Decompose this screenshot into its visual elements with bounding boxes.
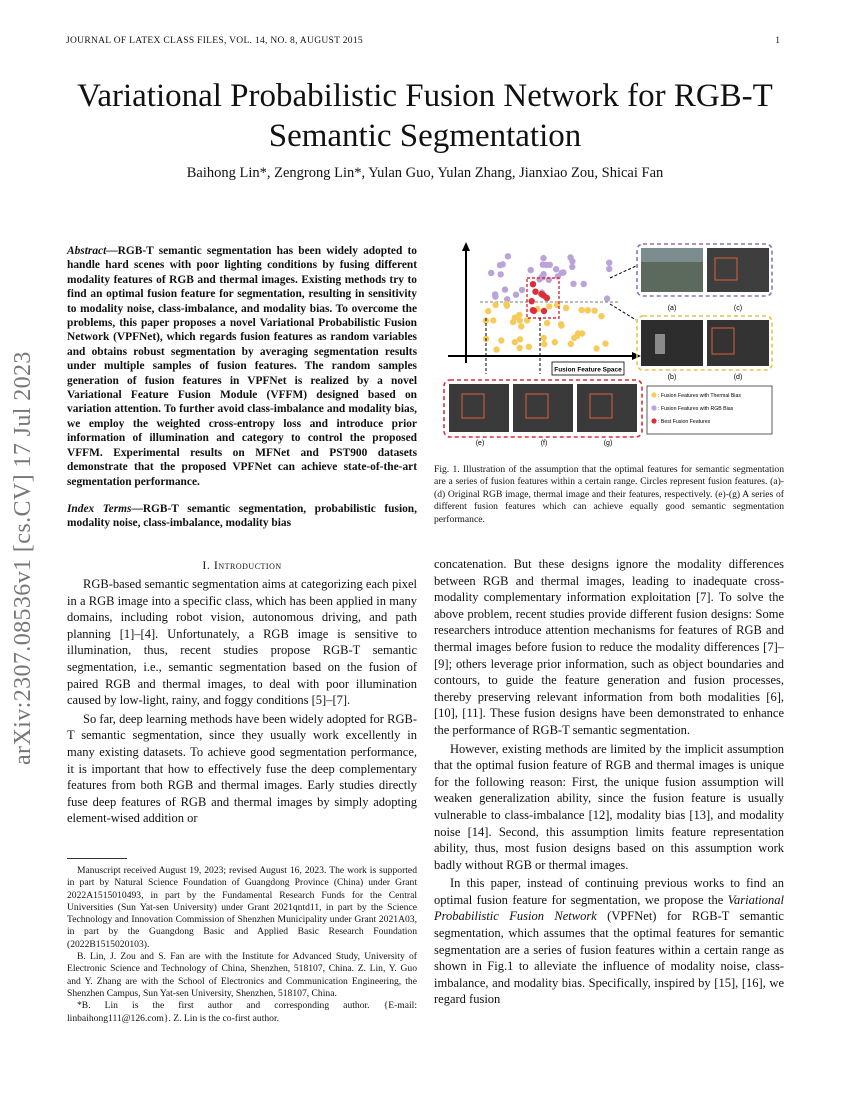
rgb-bias-feature-dot bbox=[502, 286, 508, 292]
rgb-bias-feature-dot bbox=[500, 261, 506, 267]
index-terms bbox=[67, 502, 417, 531]
fusion-feature-g bbox=[577, 384, 637, 432]
footnote-rule bbox=[67, 858, 127, 859]
footnote: Manuscript received August 19, 2023; revised August 16, 2023. The work is supported in part by Natural Science Foundation of Guangdong Province (China) under Grant 2022A1515010493, in part by the Fundamental Research Funds for the Central Universities (Sun Yat-sen University) under Grant 2021qntd11, in part by the Science Technology and Innovation Commission of Shenzhen Municipality under Grant 2021A03, in part by the Guangdong Basic and Applied Basic Research Foundation (2022B1515020103). bbox=[67, 865, 417, 950]
thermal-bias-feature-dot bbox=[602, 340, 608, 346]
paragraph: So far, deep learning methods have been widely adopted for RGB-T semantic segmentation, since they usually work excellently in many existing datasets. To achieve good segmentation performance, it is important that how to effectively fuse the deep complementary features from both RGB and thermal images. Early studies directly fuse deep features of RGB and thermal images by simply adopting element-wised addition or bbox=[67, 711, 417, 826]
axis-label: Fusion Feature Space bbox=[554, 366, 622, 374]
thermal-feature-d bbox=[707, 320, 769, 366]
arrow bbox=[610, 304, 636, 320]
thermal-bias-feature-dot bbox=[563, 305, 569, 311]
thermal-bias-feature-dot bbox=[541, 341, 547, 347]
rgb-bias-feature-dot bbox=[513, 292, 519, 298]
abstract bbox=[67, 244, 417, 489]
rgb-feature-c bbox=[707, 248, 769, 292]
section-number: I. bbox=[202, 558, 211, 572]
thermal-bias-feature-dot bbox=[591, 308, 597, 314]
emphasis: Variational Probabilistic Fusion Network bbox=[434, 892, 784, 924]
thermal-bias-feature-dot bbox=[546, 303, 552, 309]
rgb-bias-feature-dot bbox=[488, 270, 494, 276]
thermal-bias-feature-dot bbox=[544, 320, 550, 326]
title-line-2: Semantic Segmentation bbox=[268, 118, 582, 154]
rgb-bias-feature-dot bbox=[543, 262, 549, 268]
thermal-bias-feature-dot bbox=[575, 330, 581, 336]
abstract-label: Abstract bbox=[67, 245, 107, 257]
legend-label: : Fusion Features with Thermal Bias bbox=[658, 393, 741, 399]
rgb-bias-feature-dot bbox=[553, 266, 559, 272]
rgb-bias-feature-dot bbox=[540, 255, 546, 261]
rgb-bias-feature-dot bbox=[519, 287, 525, 293]
rgb-bias-feature-dot bbox=[606, 260, 612, 266]
paragraph: However, existing methods are limited by the implicit assumption that the optimal fusion feature of RGB and thermal images is unique for the following reason: First, the unique fusion assumption will weaken generalization ability, since the fusion feature is usually vulnerable to class-imbalance [12], modality bias [13], and modality noise [14]. Second, this assumption limits feature representation ability, thus, most fusion designs based on this assumption work badly without RGB or thermal images. bbox=[434, 741, 784, 872]
best-fusion-feature-dot bbox=[532, 289, 538, 295]
index-terms-label: Index Terms bbox=[67, 503, 132, 515]
arrow bbox=[610, 266, 636, 278]
subfig-label: (g) bbox=[603, 440, 613, 447]
rgb-bias-feature-dot bbox=[581, 281, 587, 287]
paragraph: concatenation. But these designs ignore the modality differences between RGB and thermal images, leading to inadequate cross-modality complementary information exploitation [7]. To solve the above problem, recent studies provide different fusion designs: Some researchers introduce attention mechanisms for features of RGB and thermal images before fusion to reduce the modality differences [7]–[9]; others leverage prior information, such as object boundaries and contours, to guide the feature generation and fusion processes, thereby preserving relevant information from both modalities [6], [10], [11]. These fusion designs have been demonstrated to enhance the performance of RGB-T semantic segmentation. bbox=[434, 557, 784, 737]
arxiv-stamp: arXiv:2307.08536v1 [cs.CV] 17 Jul 2023 bbox=[10, 351, 36, 765]
thermal-bias-feature-dot bbox=[517, 317, 523, 323]
thermal-image-b bbox=[641, 320, 703, 366]
thermal-bias-feature-dot bbox=[578, 307, 584, 313]
page-number: 1 bbox=[775, 36, 780, 46]
best-fusion-feature-dot bbox=[530, 281, 536, 287]
author-list: Baihong Lin*, Zengrong Lin*, Yulan Guo, Yulan Zhang, Jianxiao Zou, Shicai Fan bbox=[186, 165, 664, 181]
paragraph: RGB-based semantic segmentation aims at categorizing each pixel in a RGB image into a specific class, which has been applied in many domains, including robot vision, autonomous driving, and path planning [1]–[4]. Unfortunately, a RGB image is sensitive to illumination, thus, recent studies propose RGB-T semantic segmentation, i.e., semantic segmentation based on the fusion of paired RGB and thermal images, to deal with poor illumination caused by low-light, rainy, and foggy conditions [5]–[7]. bbox=[67, 577, 417, 708]
index-terms-text: —RGB-T semantic segmentation, probabilistic fusion, modality noise, class-imbalance, modality bias bbox=[67, 503, 417, 530]
subfig-label: (a) bbox=[667, 305, 677, 312]
thermal-bias-feature-dot bbox=[526, 344, 532, 350]
figure-caption bbox=[434, 464, 784, 526]
thermal-bias-feature-dot bbox=[541, 335, 547, 341]
thermal-bias-feature-dot bbox=[558, 322, 564, 328]
best-fusion-feature-dot bbox=[531, 308, 537, 314]
rgb-bias-feature-dot bbox=[540, 271, 546, 277]
thermal-bias-feature-dot bbox=[503, 301, 509, 307]
section-title: Introduction bbox=[213, 558, 282, 572]
title-line-1: Variational Probabilistic Fusion Network for RGB-T bbox=[77, 78, 773, 114]
footnote: B. Lin, J. Zou and S. Fan are with the Institute for Advanced Study, University of Electronic Science and Technology of China, Shenzhen, 518107, China. Z. Lin, Y. Guo and Y. Zhang are with the School of Electronics and Communication Engineering, the Shenzhen Campus, Sun Yat-sen University, Shenzhen, 518107, China. bbox=[67, 951, 417, 999]
rgb-bias-feature-dot bbox=[606, 266, 612, 272]
rgb-bias-feature-dot bbox=[528, 267, 534, 273]
fusion-feature-f bbox=[513, 384, 573, 432]
thermal-bias-feature-dot bbox=[598, 313, 604, 319]
thermal-bias-feature-dot bbox=[552, 339, 558, 345]
thermal-bias-feature-dot bbox=[593, 345, 599, 351]
legend-swatch bbox=[651, 418, 656, 423]
caption-label: Fig. 1. bbox=[434, 464, 460, 475]
footnotes bbox=[67, 865, 417, 1025]
subfig-label: (e) bbox=[475, 440, 485, 447]
caption-text: Illustration of the assumption that the optimal features for semantic segmentation are a series of fusion features within a certain range. Circles represent fusion features. (a)-(d) Original RGB image, thermal image and their features, respectively. (e)-(g) A series of different fusion features which can achieve equally good semantic segmentation performance. bbox=[434, 464, 784, 525]
rgb-bias-feature-dot bbox=[505, 253, 511, 259]
rgb-bias-feature-dot bbox=[498, 271, 504, 277]
abstract-text: —RGB-T semantic segmentation has been widely adopted to handle hard scenes with poor lighting conditions by fusing different modality features of RGB and thermal images. Existing methods try to find an optimal fusion feature for segmentation, resulting in sensitivity to modality noise, class-imbalance, and modality bias. To overcome the problems, this paper proposes a novel Variational Probabilistic Fusion Network (VPFNet), which regards fusion features as random variables and obtains robust segmentation by averaging segmentation results under multiple samples of fusion features. The random samples generation of fusion features in VPFNet is realized by a novel Variational Feature Fusion Module (VFFM) designed based on variation attention. To further avoid class-imbalance and modality bias, we employ the weighted cross-entropy loss and introduce prior information of illumination and category to control the proposed VFFM. Experimental results on MFNet and PST900 datasets demonstrate that the proposed VPFNet can achieve state-of-the-art segmentation performance. bbox=[67, 245, 417, 488]
rgb-bias-feature-dot bbox=[570, 281, 576, 287]
running-header: JOURNAL OF LATEX CLASS FILES, VOL. 14, NO. 8, AUGUST 2015 bbox=[66, 36, 363, 46]
subfig-label: (f) bbox=[540, 440, 548, 447]
subfig-label: (c) bbox=[733, 305, 743, 312]
fusion-feature-dots bbox=[483, 253, 613, 353]
best-fusion-feature-dot bbox=[529, 298, 535, 304]
legend-swatch bbox=[651, 392, 656, 397]
left-column-body bbox=[67, 576, 417, 829]
thermal-bias-feature-dot bbox=[585, 307, 591, 313]
figure-1 bbox=[440, 238, 780, 460]
thermal-bias-feature-dot bbox=[493, 346, 499, 352]
thermal-bias-feature-dot bbox=[490, 317, 496, 323]
best-fusion-feature-dot bbox=[541, 308, 547, 314]
subfig-label: (b) bbox=[667, 374, 677, 381]
rgb-bias-feature-dot bbox=[569, 264, 575, 270]
legend-label: : Fusion Features with RGB Bias bbox=[658, 406, 734, 412]
legend-swatch bbox=[651, 405, 656, 410]
rgb-bias-feature-dot bbox=[569, 258, 575, 264]
section-heading bbox=[67, 558, 417, 573]
thermal-bias-feature-dot bbox=[568, 341, 574, 347]
right-column-body bbox=[434, 556, 784, 1010]
legend-label: : Best Fusion Features bbox=[658, 419, 711, 425]
thermal-bias-feature-dot bbox=[518, 323, 524, 329]
thermal-bias-feature-dot bbox=[485, 308, 491, 314]
paragraph: In this paper, instead of continuing previous works to find an optimal fusion feature for segmentation, we propose the Variational Probabilistic Fusion Network (VPFNet) for RGB-T semantic segmentation, which assumes that the optimal features for semantic segmentation are a series of fusion features within a certain range as shown in Fig.1 to alleviate the influence of modality noise, class-imbalance, and modality bias. Specifically, inspired by [15], [16], we regard fusion bbox=[434, 876, 784, 1007]
rgb-bias-feature-dot bbox=[560, 269, 566, 275]
thermal-bias-feature-dot bbox=[512, 339, 518, 345]
subfig-label: (d) bbox=[733, 374, 743, 381]
fusion-feature-e bbox=[449, 384, 509, 432]
thermal-bias-feature-dot bbox=[517, 345, 523, 351]
thermal-bias-feature-dot bbox=[498, 337, 504, 343]
paper-title bbox=[40, 76, 810, 156]
thermal-bias-feature-dot bbox=[492, 302, 498, 308]
best-fusion-feature-dot bbox=[544, 295, 550, 301]
footnote: *B. Lin is the first author and corresponding author. {E-mail: linbaihong111@126.com}. Z. Lin is the co-first author. bbox=[67, 1000, 417, 1024]
rgb-bias-feature-dot bbox=[492, 293, 498, 299]
rgb-bias-feature-dot bbox=[604, 295, 610, 301]
